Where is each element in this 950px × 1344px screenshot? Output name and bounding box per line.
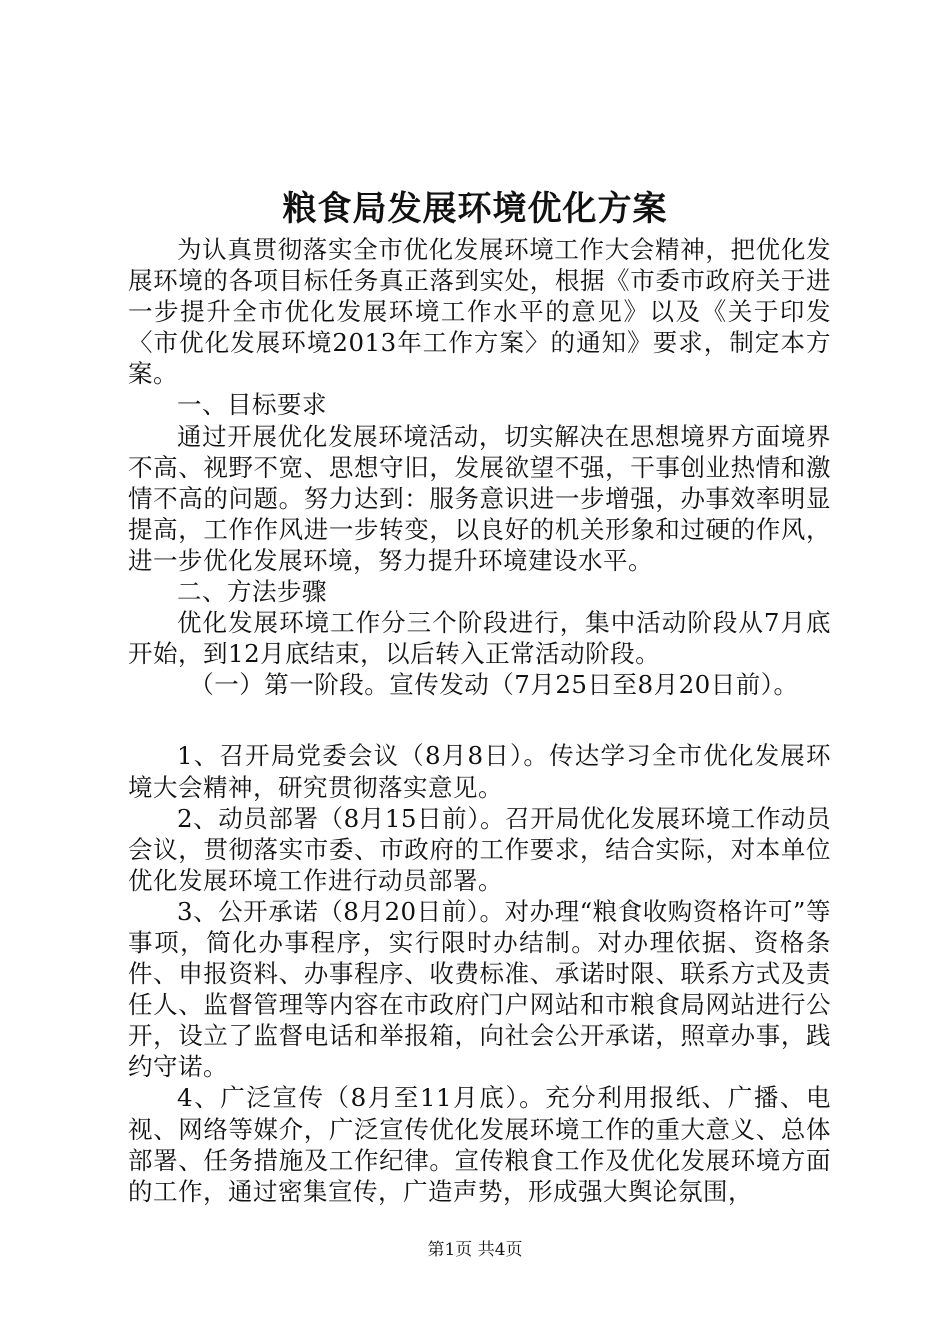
section-heading-goals: 一、目标要求 — [177, 390, 327, 420]
document-title: 粮食局发展环境优化方案 — [282, 189, 668, 229]
page-footer: 第1页 共4页 — [427, 1240, 523, 1260]
paragraph-intro: 为认真贯彻落实全市优化发展环境工作大会精神，把优化发展环境的各项目标任务真正落到实处，根据《市委市政府关于进一步提升全市优化发展环境工作水平的意见》以及《关于印发〈市优化发展环境2013年工作方案〉的通知》要求，制定本方案。 — [128, 235, 831, 389]
section-heading-steps: 二、方法步骤 — [177, 577, 327, 607]
paragraph-steps: 优化发展环境工作分三个阶段进行，集中活动阶段从7月底开始，到12月底结束，以后转入正常活动阶段。 — [128, 608, 831, 669]
subsection-heading-phase-one: （一）第一阶段。宣传发动（7月25日至8月20日前）。 — [189, 670, 799, 700]
document-body — [128, 234, 831, 1207]
list-item-4: 4、广泛宣传（8月至11月底）。充分利用报纸、广播、电视、网络等媒介，广泛宣传优化发展环境工作的重大意义、总体部署、任务措施及工作纪律。宣传粮食工作及优化发展环境方面的工作，通过密集宣传，广造声势，形成强大舆论氛围， — [128, 1083, 831, 1206]
blank-line — [128, 700, 831, 740]
list-item-3: 3、公开承诺（8月20日前）。对办理“粮食收购资格许可”等事项，简化办事程序，实行限时办结制。对办理依据、资格条件、申报资料、办事程序、收费标准、承诺时限、联系方式及责任人、监督管理等内容在市政府门户网站和市粮食局网站进行公开，设立了监督电话和举报箱，向社会公开承诺，照章办事，践约守诺。 — [128, 896, 831, 1082]
paragraph-goals: 通过开展优化发展环境活动，切实解决在思想境界方面境界不高、视野不宽、思想守旧，发展欲望不强，干事创业热情和激情不高的问题。努力达到：服务意识进一步增强，办事效率明显提高，工作作风进一步转变，以良好的机关形象和过硬的作风，进一步优化发展环境，努力提升环境建设水平。 — [128, 421, 831, 575]
list-item-1: 1、召开局党委会议（8月8日）。传达学习全市优化发展环境大会精神，研究贯彻落实意见。 — [128, 741, 831, 802]
list-item-2: 2、动员部署（8月15日前）。召开局优化发展环境工作动员会议，贯彻落实市委、市政府的工作要求，结合实际，对本单位优化发展环境工作进行动员部署。 — [128, 803, 831, 895]
